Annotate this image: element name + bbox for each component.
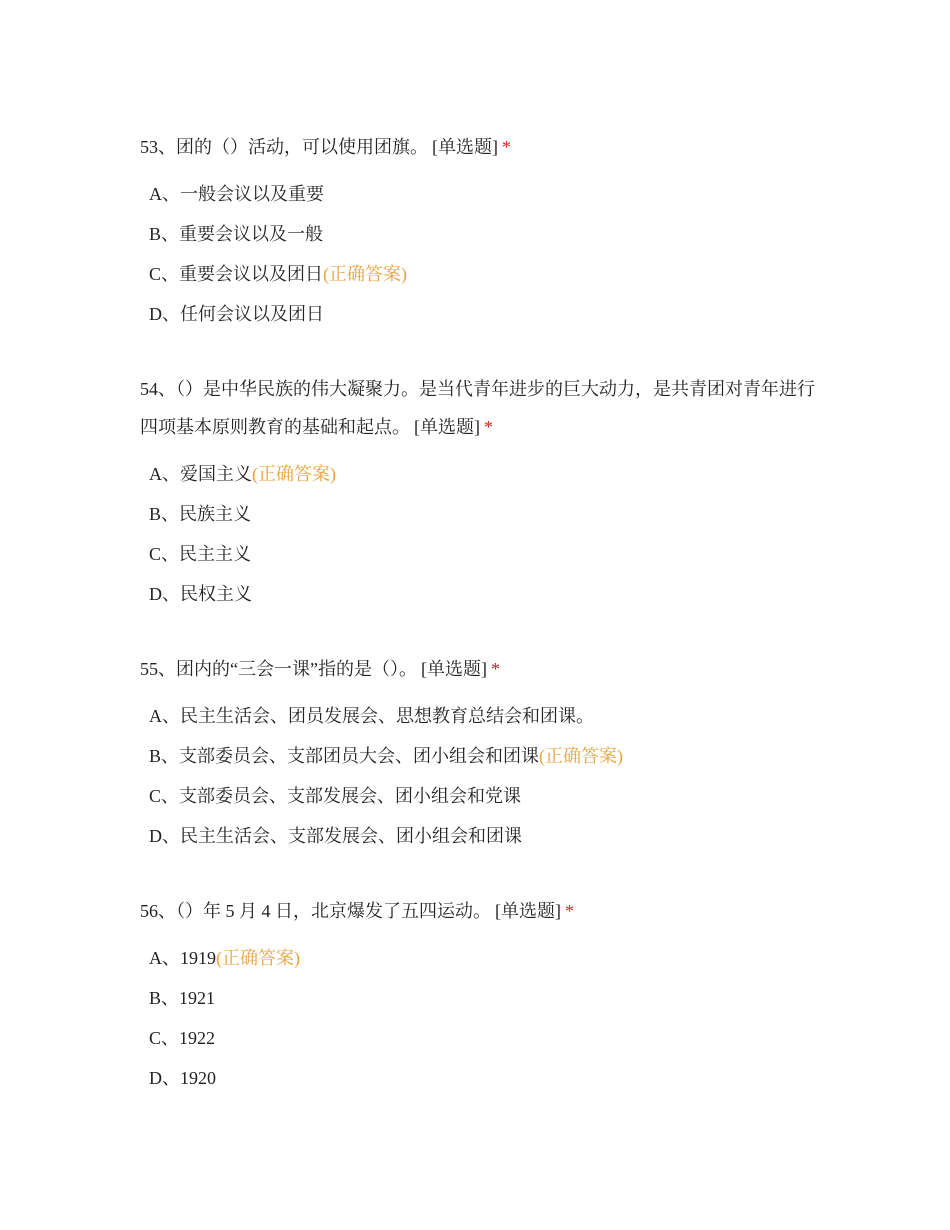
option-c (149, 534, 820, 574)
question-55 (140, 650, 820, 856)
option-b (149, 978, 820, 1018)
option-d (149, 574, 820, 614)
option-list (140, 174, 820, 334)
option-text: C、民主主义 (149, 544, 252, 564)
question-53 (140, 128, 820, 334)
option-c (149, 1018, 820, 1058)
option-d (149, 1058, 820, 1098)
question-54 (140, 370, 820, 614)
option-a (149, 696, 820, 736)
question-type-tag: [单选题] (495, 901, 561, 921)
option-d (149, 816, 820, 856)
option-c (149, 776, 820, 816)
question-title (140, 128, 820, 166)
option-text: B、重要会议以及一般 (149, 224, 324, 244)
option-text: A、1919 (149, 948, 216, 968)
correct-answer-label: (正确答案) (216, 948, 300, 968)
question-text: 56、（）年 5 月 4 日，北京爆发了五四运动。 (140, 901, 491, 921)
question-title (140, 650, 820, 688)
correct-answer-label: (正确答案) (323, 264, 408, 284)
option-list (140, 696, 820, 856)
correct-answer-label: (正确答案) (539, 746, 624, 766)
question-title (140, 892, 820, 930)
question-text: 54、（）是中华民族的伟大凝聚力。是当代青年进步的巨大动力，是共青团对青年进行四项基本原则教育的基础和起点。 (140, 379, 815, 437)
option-text: A、民主生活会、团员发展会、思想教育总结会和团课。 (149, 706, 594, 726)
quiz-document (140, 128, 820, 1134)
required-mark: * (502, 137, 511, 157)
option-a (149, 174, 820, 214)
option-a (149, 454, 820, 494)
required-mark: * (490, 659, 500, 679)
option-b (149, 494, 820, 534)
option-a (149, 938, 820, 978)
question-text: 53、团的（）活动，可以使用团旗。 (140, 137, 428, 157)
option-text: D、任何会议以及团日 (149, 304, 324, 324)
question-type-tag: [单选题] (420, 659, 487, 679)
required-mark: * (484, 417, 493, 437)
question-text: 55、团内的“三会一课”指的是（）。 (140, 659, 417, 679)
option-b (149, 736, 820, 776)
question-type-tag: [单选题] (432, 137, 498, 157)
option-list (140, 454, 820, 614)
option-c (149, 254, 820, 294)
question-type-tag: [单选题] (414, 417, 480, 437)
option-text: C、重要会议以及团日 (149, 264, 324, 284)
option-b (149, 214, 820, 254)
option-text: B、1921 (149, 988, 216, 1008)
option-text: A、一般会议以及重要 (149, 184, 324, 204)
required-mark: * (565, 901, 574, 921)
correct-answer-label: (正确答案) (252, 464, 336, 484)
option-text: B、支部委员会、支部团员大会、团小组会和团课 (149, 746, 540, 766)
option-text: C、支部委员会、支部发展会、团小组会和党课 (149, 786, 522, 806)
option-text: C、1922 (149, 1028, 216, 1048)
option-text: D、1920 (149, 1068, 216, 1088)
question-title (140, 370, 820, 446)
option-text: A、爱国主义 (149, 464, 252, 484)
option-d (149, 294, 820, 334)
option-text: D、民权主义 (149, 584, 252, 604)
option-text: B、民族主义 (149, 504, 252, 524)
option-list (140, 938, 820, 1098)
question-56 (140, 892, 820, 1098)
option-text: D、民主生活会、支部发展会、团小组会和团课 (149, 826, 522, 846)
